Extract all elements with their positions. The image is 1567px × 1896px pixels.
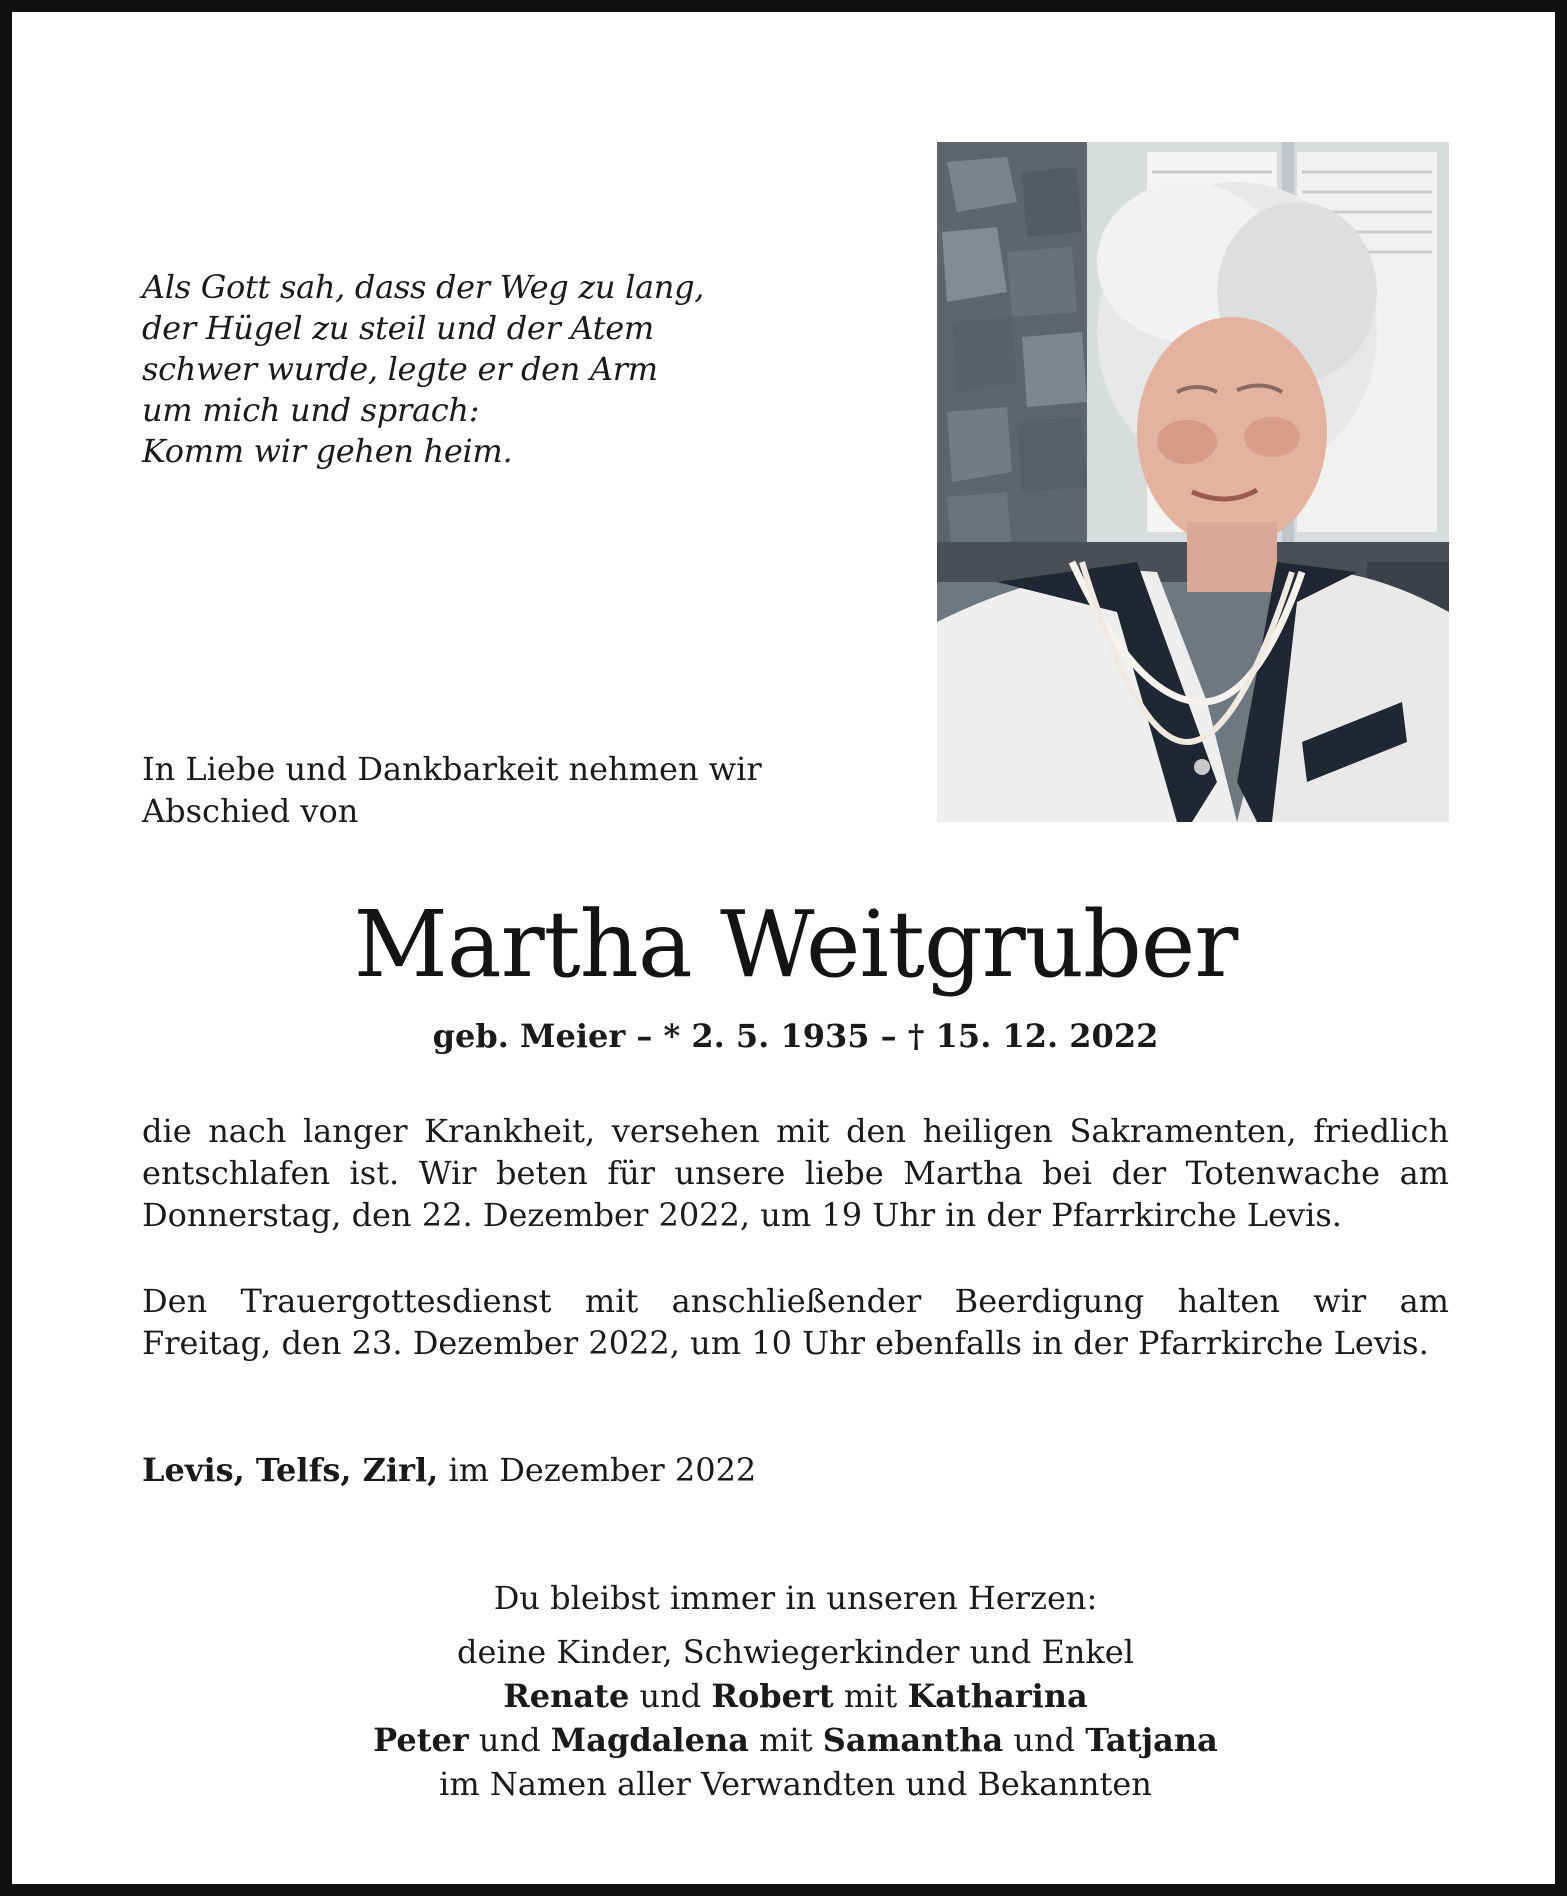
mourners-row bbox=[12, 1674, 1567, 1718]
life-dates: geb. Meier – * 2. 5. 1935 – † 15. 12. 2022 bbox=[432, 1017, 1159, 1055]
mourners-row bbox=[12, 1718, 1567, 1762]
deceased-name: Martha Weitgruber bbox=[353, 891, 1238, 998]
mourner-name: Katharina bbox=[907, 1677, 1088, 1715]
place-towns: Levis, Telfs, Zirl, bbox=[142, 1451, 439, 1489]
mourner-name: Robert bbox=[711, 1677, 834, 1715]
poem-line: schwer wurde, legte er den Arm bbox=[142, 350, 658, 388]
paragraph-line: die nach langer Krankheit, versehen mit den heiligen Sakramenten, friedlich bbox=[142, 1112, 1449, 1150]
closing-heading: Du bleibst immer in unseren Herzen: bbox=[493, 1579, 1098, 1617]
connector-text: mit bbox=[833, 1677, 908, 1715]
mourner-name: Samantha bbox=[822, 1721, 1004, 1759]
paragraph-line: Donnerstag, den 22. Dezember 2022, um 19 Uhr in der Pfarrkirche Levis. bbox=[142, 1196, 1342, 1234]
closing-footer: im Namen aller Verwandten und Bekannten bbox=[439, 1765, 1152, 1803]
paragraph-line: Den Trauergottesdienst mit anschließender Beerdigung halten wir am bbox=[142, 1282, 1449, 1320]
poem-line: um mich und sprach: bbox=[142, 391, 480, 429]
mourner-name: Renate bbox=[503, 1677, 630, 1715]
place-month: im Dezember 2022 bbox=[448, 1451, 757, 1489]
mourner-name: Tatjana bbox=[1085, 1721, 1218, 1759]
paragraph-line: Freitag, den 23. Dezember 2022, um 10 Uhr ebenfalls in der Pfarrkirche Levis. bbox=[142, 1324, 1429, 1362]
mourners-block bbox=[12, 1576, 1567, 1806]
funeral-paragraph-wake bbox=[142, 1110, 1449, 1236]
portrait-photo bbox=[937, 142, 1449, 822]
intro-text bbox=[142, 748, 842, 832]
mourner-name: Magdalena bbox=[550, 1721, 749, 1759]
place-date-line bbox=[142, 1449, 756, 1491]
intro-line: In Liebe und Dankbarkeit nehmen wir bbox=[142, 750, 762, 788]
connector-text: und bbox=[468, 1721, 551, 1759]
connector-text: und bbox=[1003, 1721, 1086, 1759]
poem-line: Komm wir gehen heim. bbox=[142, 432, 513, 470]
poem-line: Als Gott sah, dass der Weg zu lang, bbox=[142, 268, 705, 306]
family-line: deine Kinder, Schwiegerkinder und Enkel bbox=[457, 1633, 1134, 1671]
memorial-poem bbox=[142, 267, 762, 472]
poem-line: der Hügel zu steil und der Atem bbox=[142, 309, 654, 347]
mourner-name: Peter bbox=[373, 1721, 469, 1759]
paragraph-line: entschlafen ist. Wir beten für unsere liebe Martha bei der Totenwache am bbox=[142, 1154, 1449, 1192]
connector-text: mit bbox=[748, 1721, 823, 1759]
connector-text: und bbox=[629, 1677, 712, 1715]
funeral-paragraph-service bbox=[142, 1280, 1449, 1364]
intro-line: Abschied von bbox=[142, 792, 359, 830]
